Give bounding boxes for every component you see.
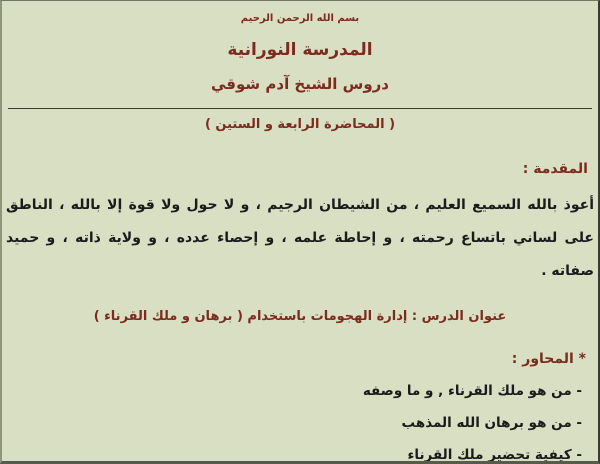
school-title: المدرسة النورانية	[227, 40, 373, 60]
topic-item: - من هو ملك القرناء , و ما وصفه	[362, 383, 582, 399]
introduction-heading: المقدمة :	[522, 161, 588, 177]
introduction-paragraph: أعوذ بالله السميع العليم ، من الشيطان الرجيم ، و لا حول ولا قوة إلا بالله ، الناطق على لساني باتساع رحمته ، و إحاطة علمه ، و إحصاء عدده ، و ولاية ذاته ، و حميد صفاته .	[6, 197, 594, 279]
lecture-number-heading: ( المحاضرة الرابعة و الستين )	[204, 117, 396, 132]
topic-item: - من هو برهان الله المذهب	[401, 415, 582, 431]
lesson-title: عنوان الدرس : إدارة الهجومات باستخدام ( برهان و ملك القرناء )	[93, 309, 507, 324]
topics-heading: * المحاور :	[511, 351, 586, 367]
basmala-text: بسم الله الرحمن الرحيم	[240, 13, 360, 24]
divider-line	[8, 108, 592, 109]
topic-item: - كيفية تحضير ملك القرناء	[407, 447, 582, 463]
series-title: دروس الشيخ آدم شوقي	[211, 75, 389, 93]
